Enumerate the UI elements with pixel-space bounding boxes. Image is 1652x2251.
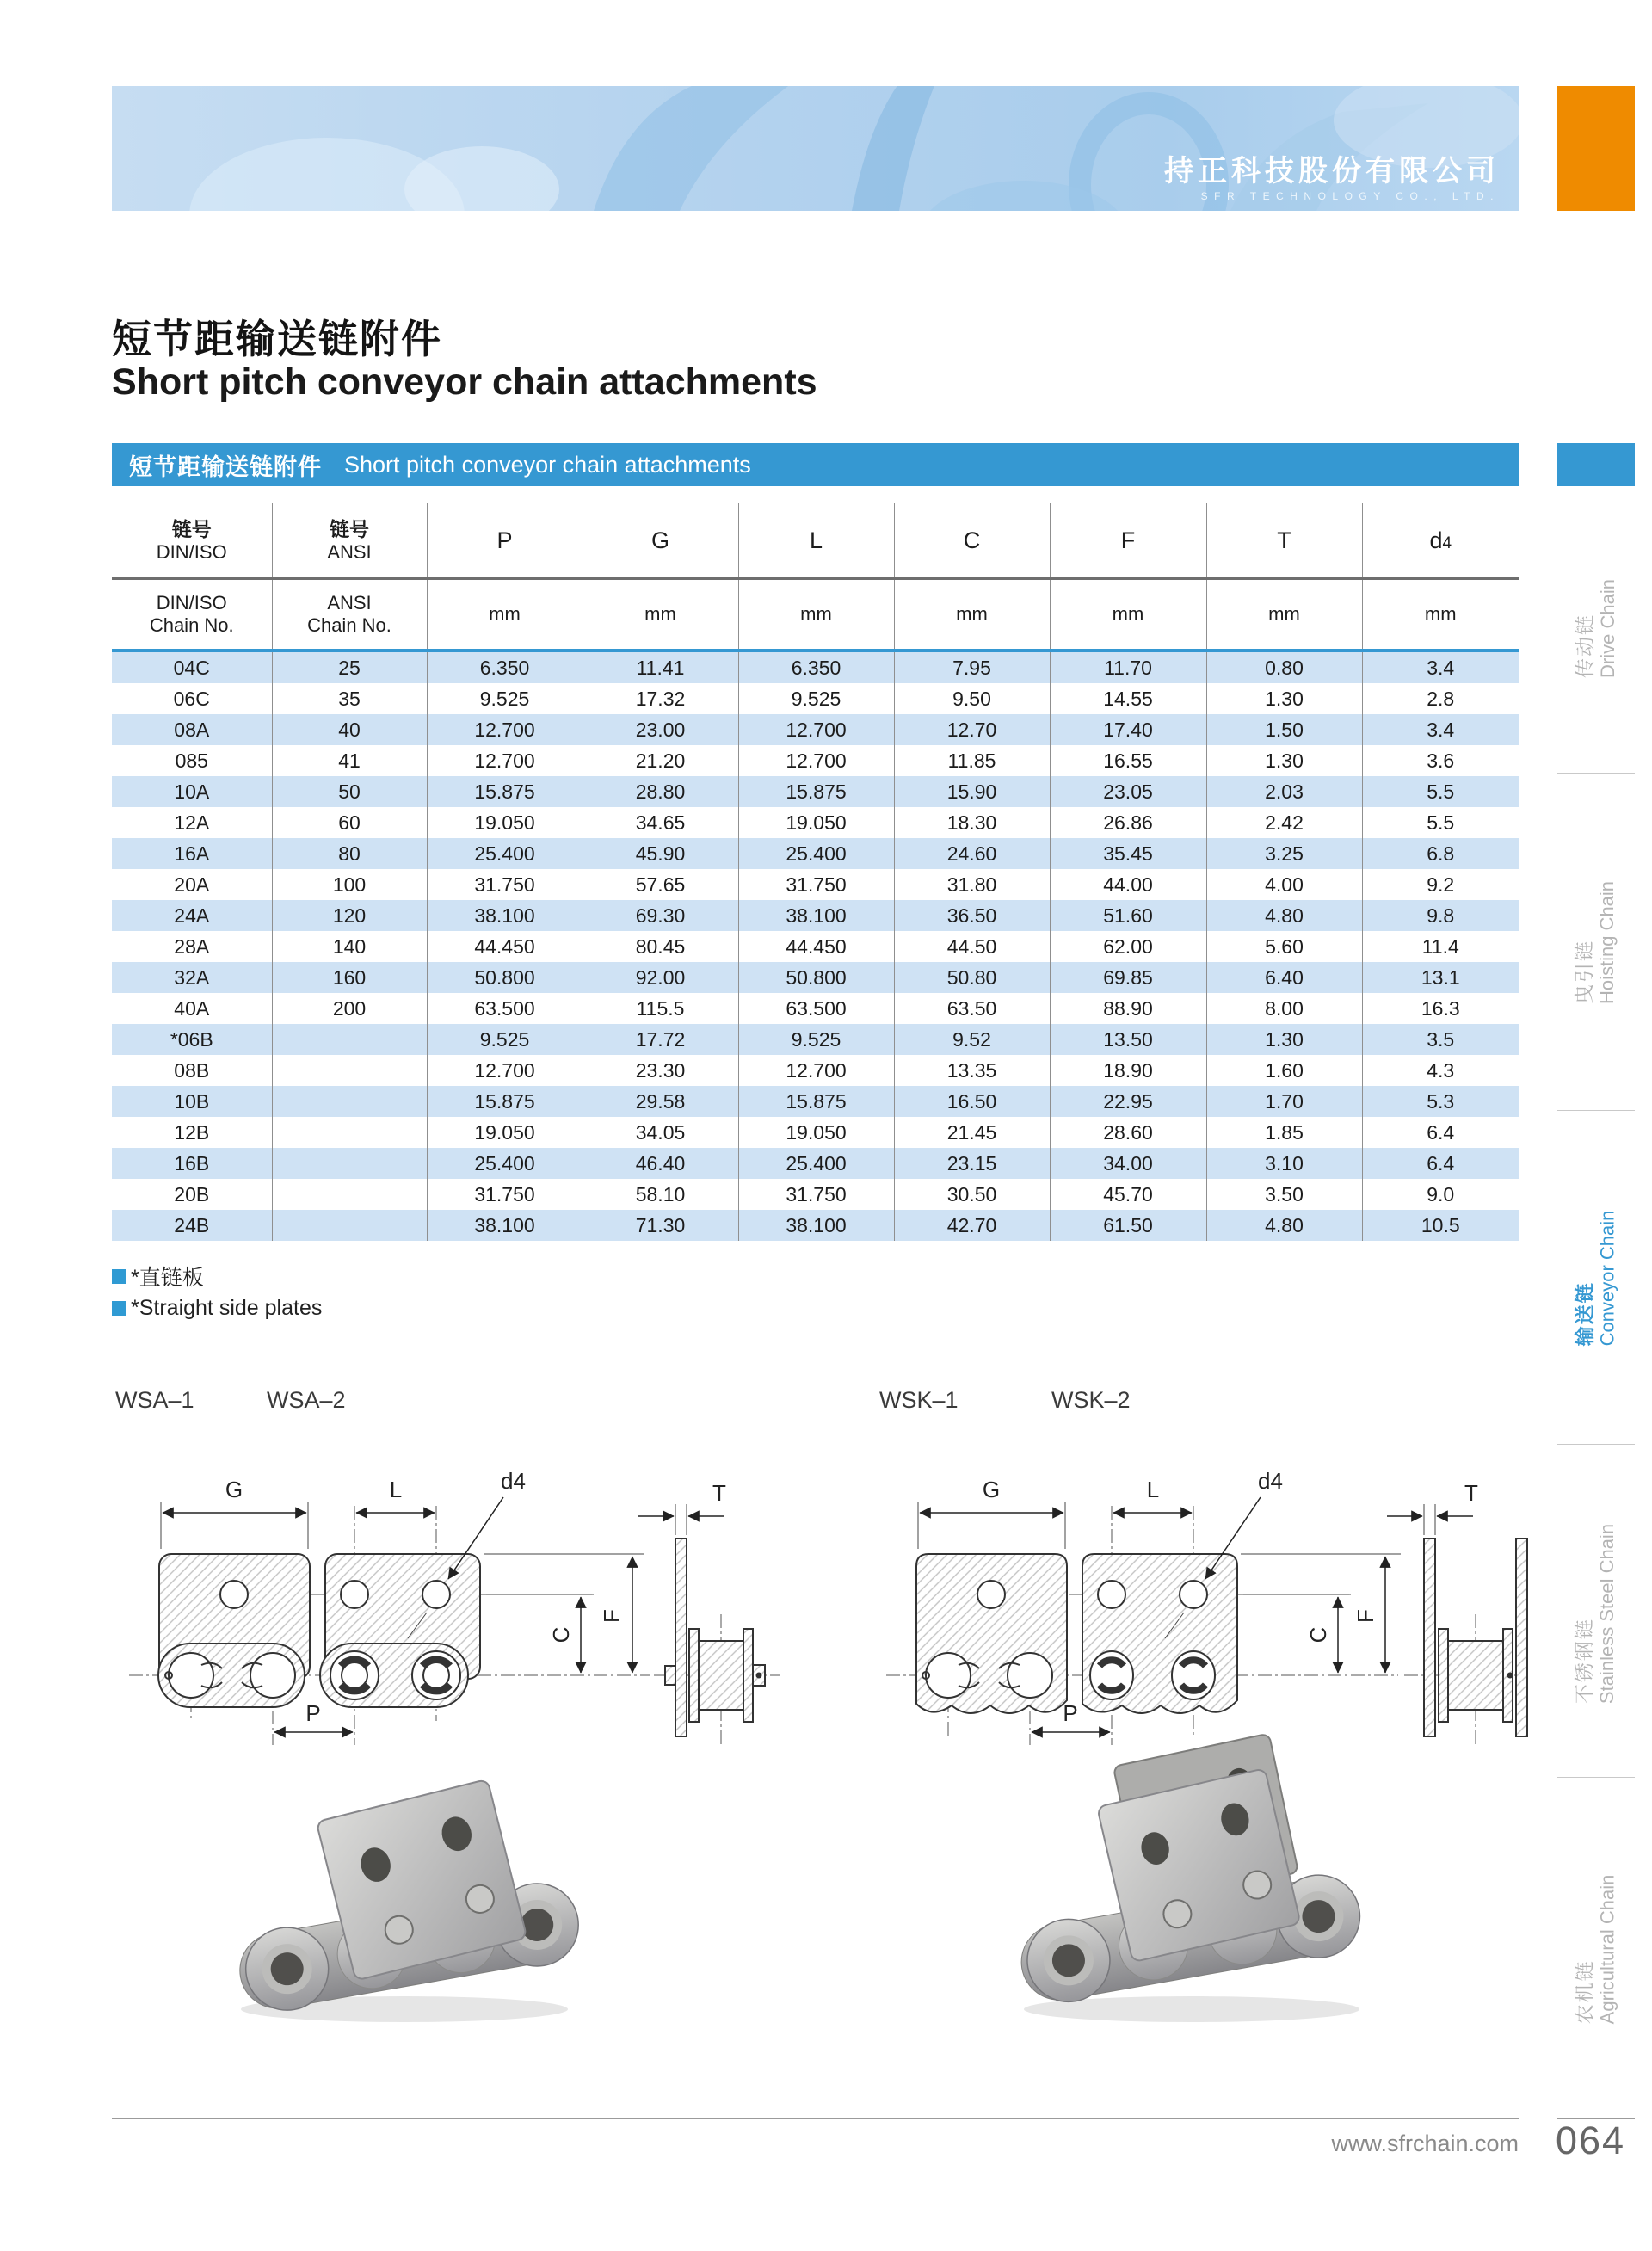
figure-label-wsa2: WSA–2 — [267, 1387, 346, 1413]
dim-label-p: P — [1063, 1700, 1078, 1726]
company-name — [1164, 155, 1500, 202]
table-cell: 6.4 — [1362, 1148, 1519, 1179]
table-cell: 92.00 — [583, 962, 738, 993]
dim-label-c: C — [1305, 1626, 1331, 1644]
table-cell: 18.30 — [894, 807, 1050, 838]
wsk-technical-drawing — [869, 1452, 1532, 1752]
table-cell: 23.15 — [894, 1148, 1050, 1179]
table-cell: 31.750 — [427, 869, 583, 900]
table-cell: 1.60 — [1206, 1055, 1362, 1086]
table-cell — [272, 1148, 427, 1179]
sidebar-label-cn: 农机链 — [1573, 1958, 1596, 2024]
table-cell — [272, 1024, 427, 1055]
table-cell: 34.05 — [583, 1117, 738, 1148]
table-cell: 08B — [174, 1058, 210, 1082]
col-header-l: L — [738, 503, 894, 579]
table-cell: 8.00 — [1206, 993, 1362, 1024]
table-row — [112, 1210, 1519, 1241]
table-cell: 9.2 — [1362, 869, 1519, 900]
table-cell: 7.95 — [894, 651, 1050, 683]
table-cell: 16B — [174, 1151, 210, 1175]
table-cell: 4.80 — [1206, 900, 1362, 931]
col-header-c: C — [894, 503, 1050, 579]
table-cell: 9.0 — [1362, 1179, 1519, 1210]
sidebar-item-agricultural-chain — [1557, 1854, 1635, 2044]
table-cell: 28.80 — [583, 776, 738, 807]
table-cell: 45.90 — [583, 838, 738, 869]
col-header-t: T — [1206, 503, 1362, 579]
table-cell: 61.50 — [1050, 1210, 1206, 1241]
table-cell: 15.875 — [738, 1086, 894, 1117]
table-cell: 12.700 — [427, 714, 583, 745]
table-cell: 36.50 — [894, 900, 1050, 931]
table-cell: 19.050 — [427, 1117, 583, 1148]
dim-label-g: G — [982, 1477, 1001, 1502]
table-cell: 3.6 — [1362, 745, 1519, 776]
orange-corner-tab — [1557, 86, 1635, 211]
unit-cell: mm — [1206, 579, 1362, 651]
table-row — [112, 1024, 1519, 1055]
table-cell: 22.95 — [1050, 1086, 1206, 1117]
table-cell: 50 — [272, 776, 427, 807]
table-cell: 11.41 — [583, 651, 738, 683]
table-cell: 6.8 — [1362, 838, 1519, 869]
table-cell: 4.3 — [1362, 1055, 1519, 1086]
table-cell — [272, 1179, 427, 1210]
table-cell: 5.60 — [1206, 931, 1362, 962]
section-header-bar — [112, 443, 1519, 486]
table-header-row — [112, 503, 1519, 579]
table-cell: 5.5 — [1362, 807, 1519, 838]
table-cell: 3.50 — [1206, 1179, 1362, 1210]
table-cell: 88.90 — [1050, 993, 1206, 1024]
table-cell: 69.85 — [1050, 962, 1206, 993]
figure-label-wsa1: WSA–1 — [115, 1387, 194, 1413]
unit-cell: mm — [583, 579, 738, 651]
note-bullet-square — [112, 1269, 126, 1284]
section-title-en: Short pitch conveyor chain attachments — [344, 451, 751, 478]
sidebar-label-en: Hoisting Chain — [1596, 880, 1618, 1004]
table-cell: 15.875 — [427, 1086, 583, 1117]
table-cell: 12.700 — [738, 745, 894, 776]
table-cell: 12.70 — [894, 714, 1050, 745]
table-cell: 9.50 — [894, 683, 1050, 714]
table-cell: 3.25 — [1206, 838, 1362, 869]
unit-cell-ansi: ANSI Chain No. — [272, 579, 427, 651]
table-cell: 41 — [272, 745, 427, 776]
table-cell: 38.100 — [427, 1210, 583, 1241]
table-cell: 80.45 — [583, 931, 738, 962]
table-cell: 16A — [174, 842, 210, 865]
dim-label-t: T — [712, 1480, 726, 1506]
table-cell: 17.32 — [583, 683, 738, 714]
table-cell: 19.050 — [738, 807, 894, 838]
table-cell: 5.3 — [1362, 1086, 1519, 1117]
table-cell — [272, 1055, 427, 1086]
table-row — [112, 931, 1519, 962]
sidebar-label-cn: 曳引链 — [1573, 939, 1596, 1004]
table-cell: 38.100 — [738, 900, 894, 931]
table-cell: 30.50 — [894, 1179, 1050, 1210]
table-cell: 13.35 — [894, 1055, 1050, 1086]
table-cell: 9.525 — [738, 683, 894, 714]
table-cell: 10A — [174, 780, 210, 803]
sidebar-item-drive-chain — [1557, 533, 1635, 723]
sidebar-divider — [1557, 773, 1635, 774]
unit-cell-din: DIN/ISO Chain No. — [112, 579, 272, 651]
dim-label-d4: d4 — [1258, 1468, 1283, 1494]
table-cell: 12B — [174, 1120, 210, 1144]
table-cell: 19.050 — [427, 807, 583, 838]
table-cell: 21.20 — [583, 745, 738, 776]
table-cell: 9.525 — [738, 1024, 894, 1055]
note-en: *Straight side plates — [112, 1295, 322, 1321]
table-cell: 20A — [174, 873, 210, 896]
header-banner — [112, 86, 1519, 211]
col-header-ansi: 链号 ANSI — [272, 503, 427, 579]
table-cell: 51.60 — [1050, 900, 1206, 931]
col-header-p: P — [427, 503, 583, 579]
unit-cell: mm — [1362, 579, 1519, 651]
table-cell: 5.5 — [1362, 776, 1519, 807]
table-cell: 12.700 — [738, 1055, 894, 1086]
table-row — [112, 776, 1519, 807]
table-cell: 21.45 — [894, 1117, 1050, 1148]
table-cell: 6.350 — [427, 651, 583, 683]
table-cell: 3.4 — [1362, 714, 1519, 745]
sidebar-label-en: Conveyor Chain — [1596, 1210, 1618, 1346]
table-cell — [272, 1086, 427, 1117]
table-row — [112, 683, 1519, 714]
table-cell: 25 — [272, 651, 427, 683]
table-cell: 24.60 — [894, 838, 1050, 869]
table-cell: 35 — [272, 683, 427, 714]
table-cell: 11.70 — [1050, 651, 1206, 683]
table-cell: 9.8 — [1362, 900, 1519, 931]
table-cell: 31.750 — [738, 1179, 894, 1210]
table-cell: 200 — [272, 993, 427, 1024]
sidebar-label-cn: 输送链 — [1573, 1280, 1596, 1346]
sidebar-divider — [1557, 1444, 1635, 1445]
table-cell — [272, 1210, 427, 1241]
table-cell: 45.70 — [1050, 1179, 1206, 1210]
table-cell: 15.875 — [427, 776, 583, 807]
table-cell: 13.50 — [1050, 1024, 1206, 1055]
sidebar-divider — [1557, 1110, 1635, 1111]
attachment-table-body — [112, 651, 1519, 1241]
table-cell: 10.5 — [1362, 1210, 1519, 1241]
table-cell: 11.4 — [1362, 931, 1519, 962]
table-cell: 3.10 — [1206, 1148, 1362, 1179]
table-cell: 1.70 — [1206, 1086, 1362, 1117]
table-cell: 58.10 — [583, 1179, 738, 1210]
table-row — [112, 807, 1519, 838]
table-cell: 15.875 — [738, 776, 894, 807]
table-cell: 16.50 — [894, 1086, 1050, 1117]
table-row — [112, 745, 1519, 776]
table-cell: 0.80 — [1206, 651, 1362, 683]
figure-label-wsk2: WSK–2 — [1051, 1387, 1131, 1413]
dim-label-c: C — [548, 1626, 574, 1644]
table-cell: 20B — [174, 1182, 210, 1206]
table-cell: 12.700 — [427, 745, 583, 776]
table-cell: 16.55 — [1050, 745, 1206, 776]
table-cell: 23.30 — [583, 1055, 738, 1086]
table-cell: 2.8 — [1362, 683, 1519, 714]
table-cell: 1.30 — [1206, 745, 1362, 776]
table-cell: 44.450 — [427, 931, 583, 962]
product-photo-wsa — [206, 1751, 602, 2026]
table-row — [112, 651, 1519, 683]
table-cell: 29.58 — [583, 1086, 738, 1117]
table-row — [112, 962, 1519, 993]
table-cell: 23.00 — [583, 714, 738, 745]
sidebar-label-en: Agricultural Chain — [1596, 1874, 1618, 2024]
table-cell: 1.30 — [1206, 1024, 1362, 1055]
table-cell: 69.30 — [583, 900, 738, 931]
table-cell: 6.350 — [738, 651, 894, 683]
dim-label-t: T — [1464, 1480, 1478, 1506]
table-cell: 160 — [272, 962, 427, 993]
company-name-en: SFR TECHNOLOGY CO., LTD. — [1200, 190, 1500, 202]
table-cell: 46.40 — [583, 1148, 738, 1179]
table-cell: 120 — [272, 900, 427, 931]
sidebar-label-cn: 不锈钢链 — [1573, 1617, 1596, 1704]
table-cell: 42.70 — [894, 1210, 1050, 1241]
sidebar-label-cn: 传动链 — [1573, 613, 1596, 678]
table-cell: *06B — [170, 1027, 213, 1051]
wsa-technical-drawing — [112, 1452, 783, 1752]
table-row — [112, 993, 1519, 1024]
table-cell: 57.65 — [583, 869, 738, 900]
dim-label-g: G — [225, 1477, 243, 1502]
table-cell: 50.80 — [894, 962, 1050, 993]
sidebar-divider — [1557, 1777, 1635, 1778]
unit-cell: mm — [738, 579, 894, 651]
dim-label-p: P — [305, 1700, 321, 1726]
table-cell: 12.700 — [427, 1055, 583, 1086]
table-cell: 08A — [174, 718, 210, 741]
sidebar-label-en: Stainless Steel Chain — [1596, 1523, 1618, 1704]
page-title-en: Short pitch conveyor chain attachments — [112, 361, 817, 403]
table-row — [112, 838, 1519, 869]
col-header-g: G — [583, 503, 738, 579]
table-cell: 19.050 — [738, 1117, 894, 1148]
table-cell: 34.65 — [583, 807, 738, 838]
table-cell: 10B — [174, 1089, 210, 1113]
table-cell: 6.40 — [1206, 962, 1362, 993]
sidebar-item-stainless-steel-chain — [1557, 1519, 1635, 1708]
table-units-row — [112, 579, 1519, 651]
table-cell: 63.500 — [427, 993, 583, 1024]
table-cell: 140 — [272, 931, 427, 962]
dim-label-l: L — [1146, 1477, 1160, 1502]
table-cell: 28.60 — [1050, 1117, 1206, 1148]
sidebar-label-en: Drive Chain — [1596, 578, 1618, 678]
table-cell — [272, 1117, 427, 1148]
table-cell: 32A — [174, 965, 210, 989]
sidebar-item-conveyor-chain — [1557, 1183, 1635, 1372]
dim-label-f: F — [1353, 1609, 1378, 1623]
col-header-d4: d4 — [1362, 503, 1519, 579]
note-cn: *直链板 — [112, 1263, 204, 1289]
table-cell: 12A — [174, 811, 210, 834]
table-cell: 38.100 — [427, 900, 583, 931]
table-cell: 9.525 — [427, 1024, 583, 1055]
table-cell: 44.450 — [738, 931, 894, 962]
table-cell: 12.700 — [738, 714, 894, 745]
dim-label-l: L — [389, 1477, 403, 1502]
table-cell: 115.5 — [583, 993, 738, 1024]
table-cell: 15.90 — [894, 776, 1050, 807]
dim-label-f: F — [599, 1609, 625, 1623]
section-title-cn: 短节距输送链附件 — [129, 453, 322, 480]
col-header-f: F — [1050, 503, 1206, 579]
table-cell: 40 — [272, 714, 427, 745]
table-cell: 17.40 — [1050, 714, 1206, 745]
page-number: 064 — [1556, 2118, 1626, 2162]
table-cell: 31.80 — [894, 869, 1050, 900]
table-cell: 63.50 — [894, 993, 1050, 1024]
table-cell: 14.55 — [1050, 683, 1206, 714]
table-cell: 2.42 — [1206, 807, 1362, 838]
col-header-din-iso: 链号 DIN/ISO — [112, 503, 272, 579]
table-cell: 23.05 — [1050, 776, 1206, 807]
table-cell: 60 — [272, 807, 427, 838]
table-cell: 26.86 — [1050, 807, 1206, 838]
unit-cell: mm — [1050, 579, 1206, 651]
table-cell: 3.5 — [1362, 1024, 1519, 1055]
sidebar-active-tab-marker — [1557, 443, 1635, 486]
table-row — [112, 869, 1519, 900]
table-cell: 1.85 — [1206, 1117, 1362, 1148]
footer-website: www.sfrchain.com — [1331, 2131, 1519, 2156]
table-cell: 44.00 — [1050, 869, 1206, 900]
table-row — [112, 1086, 1519, 1117]
table-cell: 16.3 — [1362, 993, 1519, 1024]
unit-cell: mm — [894, 579, 1050, 651]
table-cell: 63.500 — [738, 993, 894, 1024]
table-row — [112, 1179, 1519, 1210]
table-cell: 35.45 — [1050, 838, 1206, 869]
table-cell: 1.50 — [1206, 714, 1362, 745]
table-cell: 9.52 — [894, 1024, 1050, 1055]
table-cell: 71.30 — [583, 1210, 738, 1241]
table-cell: 24B — [174, 1213, 210, 1237]
table-cell: 44.50 — [894, 931, 1050, 962]
table-cell: 9.525 — [427, 683, 583, 714]
table-cell: 50.800 — [738, 962, 894, 993]
company-name-cn: 持正科技股份有限公司 — [1164, 155, 1500, 188]
table-cell: 4.80 — [1206, 1210, 1362, 1241]
table-cell: 11.85 — [894, 745, 1050, 776]
table-cell: 28A — [174, 934, 210, 958]
table-cell: 4.00 — [1206, 869, 1362, 900]
table-row — [112, 1148, 1519, 1179]
table-cell: 25.400 — [738, 1148, 894, 1179]
table-row — [112, 1055, 1519, 1086]
table-cell: 25.400 — [427, 838, 583, 869]
sidebar-item-hoisting-chain — [1557, 848, 1635, 1037]
dim-label-d4: d4 — [501, 1468, 526, 1494]
table-cell: 1.30 — [1206, 683, 1362, 714]
table-cell: 04C — [173, 656, 210, 679]
note-bullet-square — [112, 1301, 126, 1316]
table-cell: 100 — [272, 869, 427, 900]
table-row — [112, 714, 1519, 745]
table-cell: 31.750 — [738, 869, 894, 900]
table-cell: 06C — [173, 687, 210, 710]
table-cell: 2.03 — [1206, 776, 1362, 807]
table-cell: 38.100 — [738, 1210, 894, 1241]
table-cell: 18.90 — [1050, 1055, 1206, 1086]
table-cell: 6.4 — [1362, 1117, 1519, 1148]
spec-table-container — [112, 503, 1519, 1241]
table-cell: 25.400 — [427, 1148, 583, 1179]
table-cell: 34.00 — [1050, 1148, 1206, 1179]
table-cell: 25.400 — [738, 838, 894, 869]
table-cell: 80 — [272, 838, 427, 869]
table-row — [112, 1117, 1519, 1148]
table-cell: 17.72 — [583, 1024, 738, 1055]
attachment-spec-table — [112, 503, 1519, 1241]
table-row — [112, 900, 1519, 931]
footer-rule — [112, 2118, 1519, 2119]
table-cell: 40A — [174, 996, 210, 1020]
table-cell: 13.1 — [1362, 962, 1519, 993]
page-title-cn: 短节距输送链附件 — [112, 317, 442, 361]
table-cell: 62.00 — [1050, 931, 1206, 962]
product-photo-wsk — [981, 1725, 1394, 2026]
unit-cell: mm — [427, 579, 583, 651]
table-cell: 085 — [175, 749, 208, 772]
table-cell: 24A — [174, 903, 210, 927]
table-cell: 50.800 — [427, 962, 583, 993]
figure-label-wsk1: WSK–1 — [879, 1387, 959, 1413]
table-cell: 31.750 — [427, 1179, 583, 1210]
table-cell: 3.4 — [1362, 651, 1519, 683]
